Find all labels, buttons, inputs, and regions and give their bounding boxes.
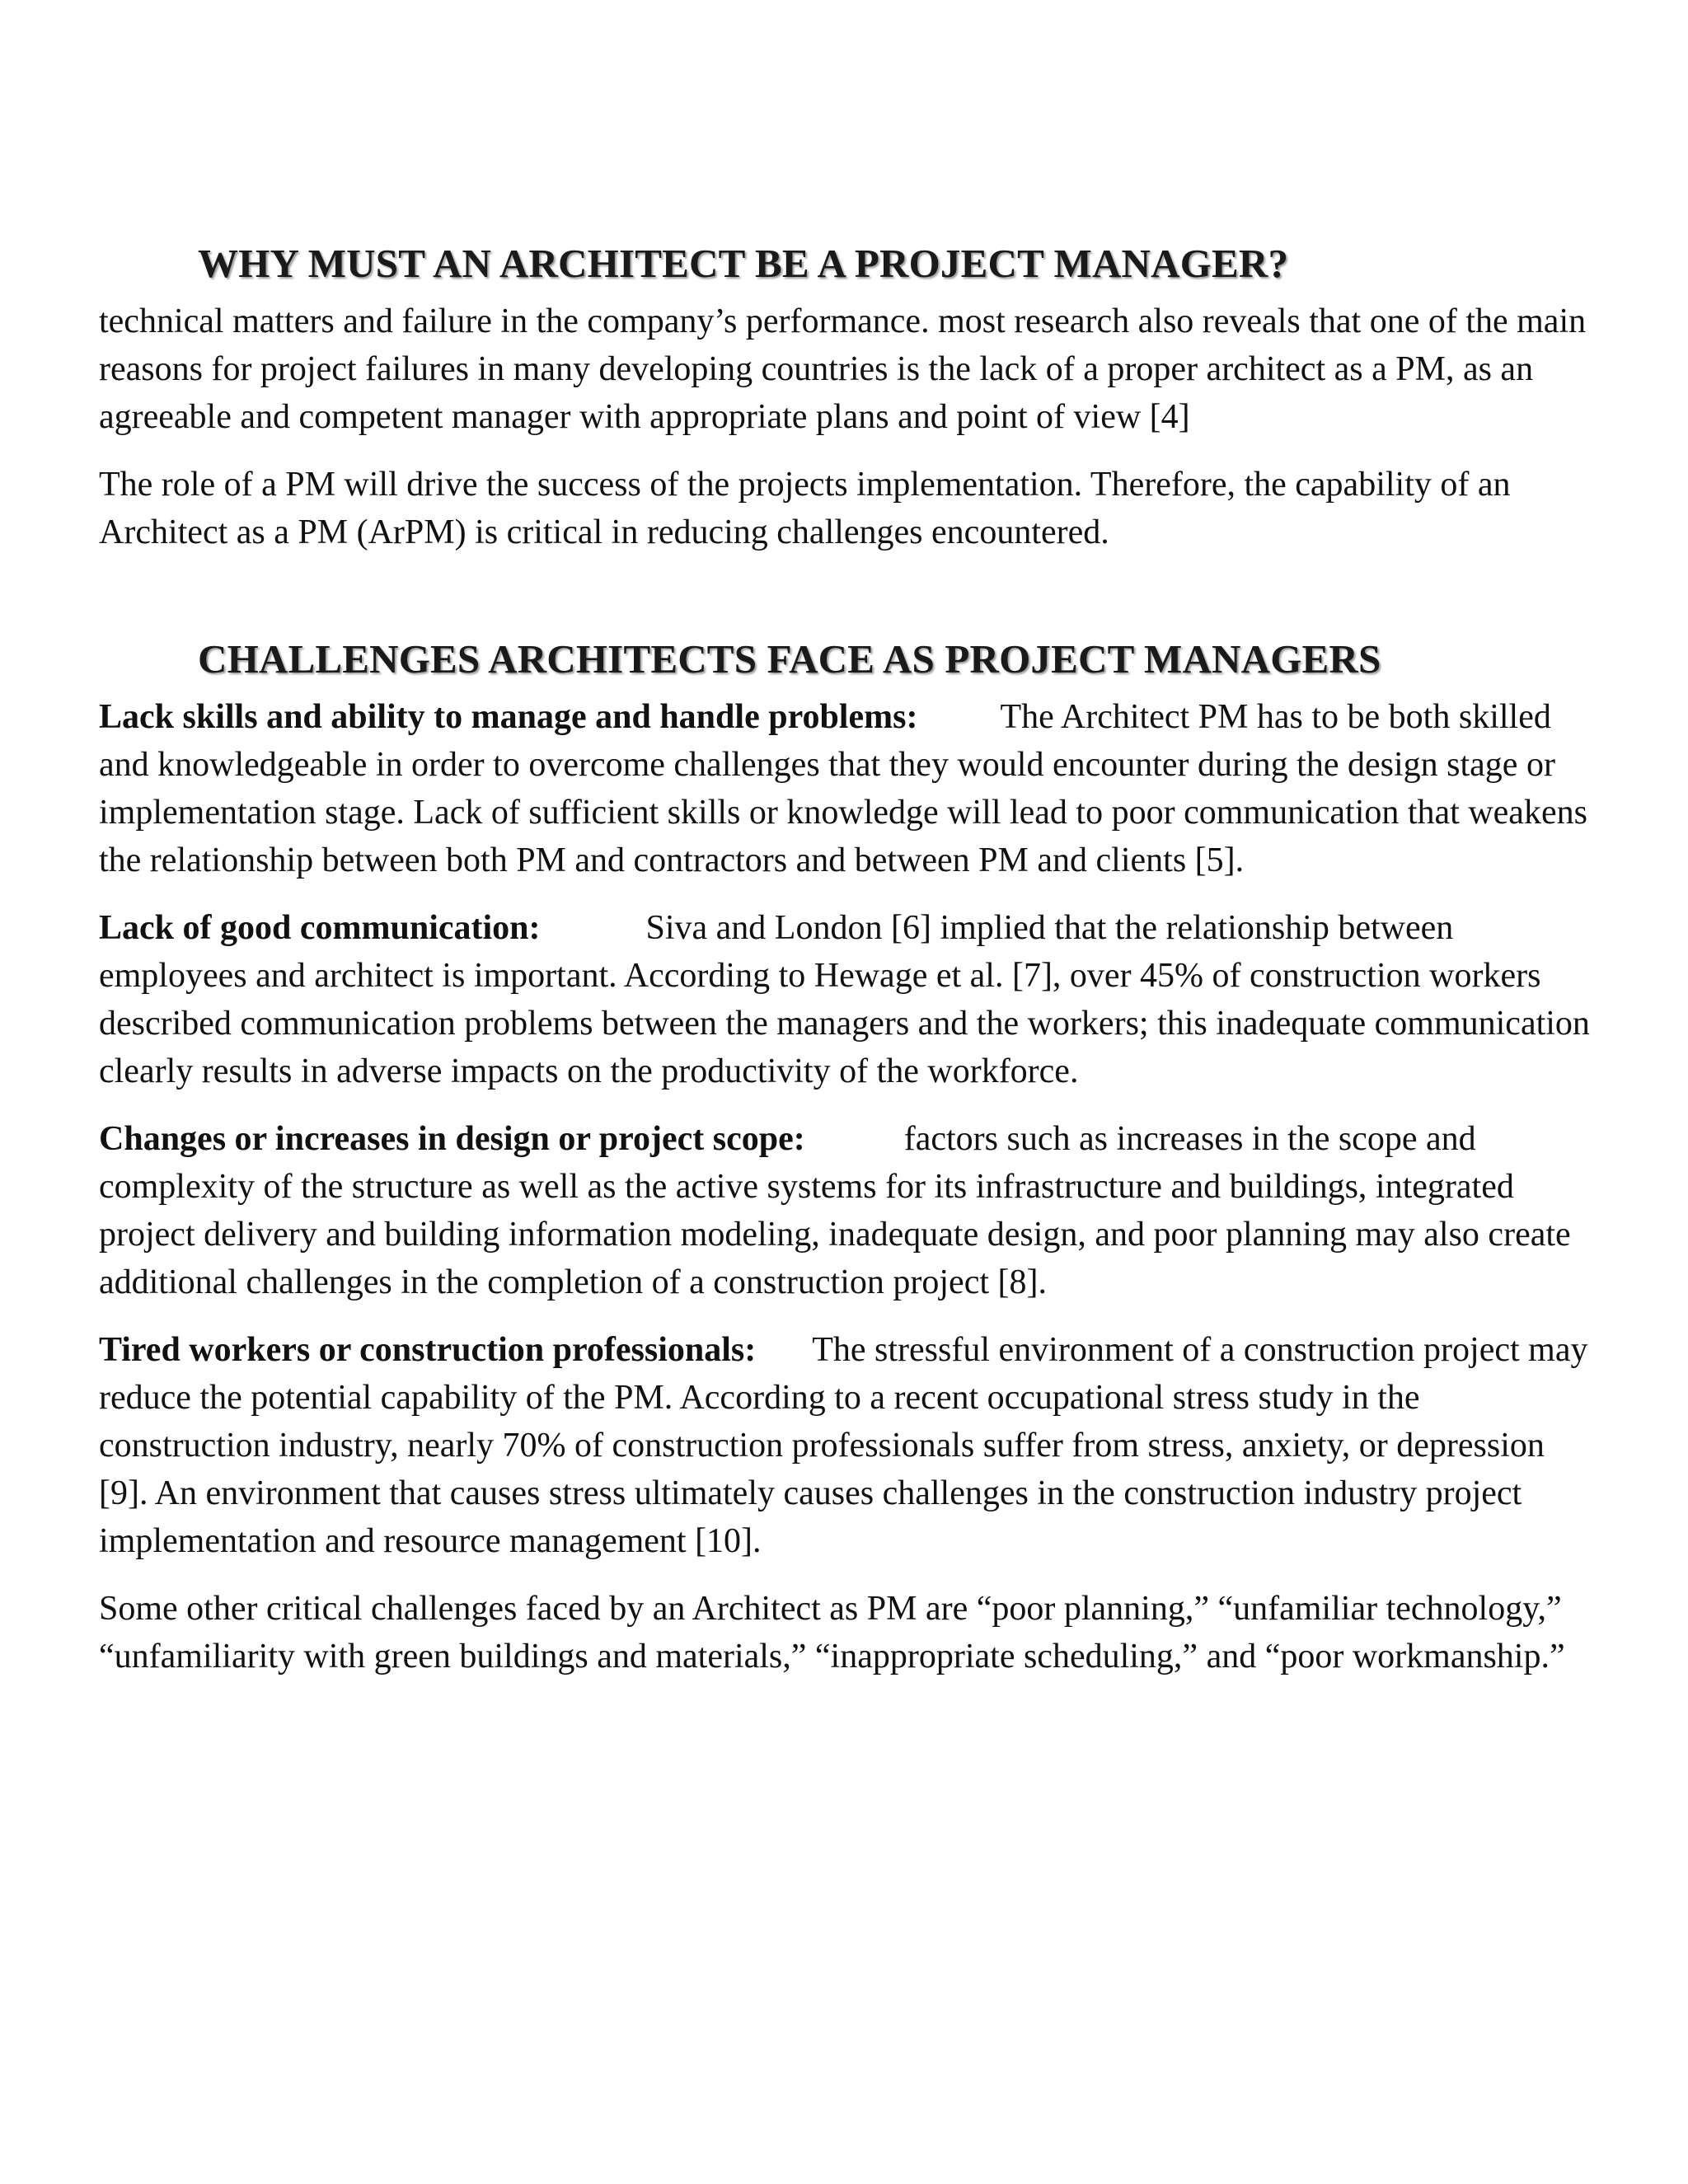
challenge-text: The Architect PM has to be both skilled and knowledgeable in order to overcome challenges that they would encounter during the design stage or implementation stage. Lack of sufficient skills or knowledge will lead to poor communication that weakens the relationship between both PM and contractors and between PM and clients [5]. [99,698,1587,879]
challenge-label: Tired workers or construction professionals: [99,1331,757,1369]
challenge-item-skills [99,693,1597,884]
challenge-label: Lack skills and ability to manage and handle problems: [99,698,918,736]
section-heading-why-architect-pm: WHY MUST AN ARCHITECT BE A PROJECT MANAGER? [198,241,1289,286]
challenge-text: Siva and London [6] implied that the relationship between employees and architect is important. According to Hewage et al. [7], over 45% of construction workers described communication problems between the managers and the workers; this inadequate communication clearly results in adverse impacts on the productivity of the workforce. [99,909,1590,1090]
document-content [99,235,1597,1700]
challenge-item-scope [99,1115,1597,1306]
challenge-text: factors such as increases in the scope and complexity of the structure as well as the active systems for its infrastructure and buildings, integrated project delivery and building information modeling, inadequate design, and poor planning may also create additional challenges in the completion of a construction project [8]. [99,1120,1571,1301]
challenge-label: Changes or increases in design or project scope: [99,1120,805,1158]
challenge-item-tired-workers [99,1326,1597,1565]
paragraph-project-failures: technical matters and failure in the company’s performance. most research also reveals that one of the main reasons for project failures in many developing countries is the lack of a proper architect as a PM, as an agreeable and competent manager with appropriate plans and point of view [4] [99,302,1587,436]
paragraph-other-challenges: Some other critical challenges faced by an Architect as PM are “poor planning,” “unfamiliar technology,” “unfamiliarity with green buildings and materials,” “inappropriate scheduling,” and “poor workmanship.” [99,1590,1565,1675]
section-heading-challenges: CHALLENGES ARCHITECTS FACE AS PROJECT MANAGERS [198,636,1381,682]
paragraph-role-of-pm: The role of a PM will drive the success of the projects implementation. Therefore, the capability of an Architect as a PM (ArPM) is critical in reducing challenges encountered. [99,466,1511,551]
challenge-label: Lack of good communication: [99,909,541,947]
challenge-item-communication [99,904,1597,1095]
challenge-text: The stressful environment of a construction project may reduce the potential capability of the PM. According to a recent occupational stress study in the construction industry, nearly 70% of construction professionals suffer from stress, anxiety, or depression [9]. An environment that causes stress ultimately causes challenges in the construction industry project implementation and resource management [10]. [99,1331,1588,1560]
